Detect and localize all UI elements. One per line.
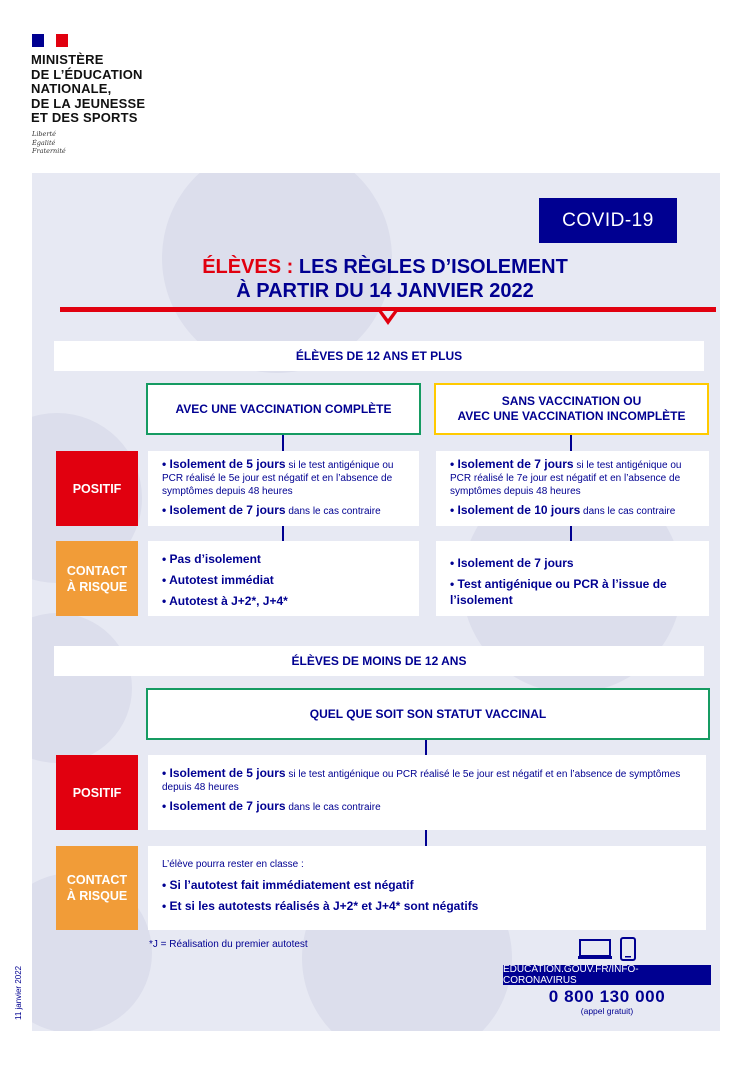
hotline-note: (appel gratuit) bbox=[580, 1006, 634, 1016]
connector-line bbox=[282, 526, 284, 541]
column-header-vaccinated: AVEC UNE VACCINATION COMPLÈTE bbox=[146, 383, 421, 435]
unvaccinated-positif-card bbox=[436, 451, 709, 526]
under12-positif-card bbox=[148, 755, 706, 830]
column-header-unvaccinated: SANS VACCINATION OU AVEC UNE VACCINATION INCOMPLÈTE bbox=[434, 383, 709, 435]
contact-intro: L’élève pourra rester en classe : bbox=[162, 859, 304, 870]
contact-label: CONTACT À RISQUE bbox=[56, 541, 138, 616]
section-heading-12-plus: ÉLÈVES DE 12 ANS ET PLUS bbox=[54, 341, 704, 371]
ministry-name: MINISTÈRE DE L’ÉDUCATION NATIONALE, DE LA JEUNESSE ET DES SPORTS bbox=[31, 52, 146, 126]
section-heading-under-12: ÉLÈVES DE MOINS DE 12 ANS bbox=[54, 646, 704, 676]
connector-line bbox=[425, 830, 427, 846]
title-line2: À PARTIR DU 14 JANVIER 2022 bbox=[236, 280, 534, 302]
publication-date: 11 janvier 2022 bbox=[14, 965, 23, 1020]
list-item: • Pas d’isolement bbox=[162, 551, 405, 567]
page-title bbox=[120, 255, 650, 303]
under12-contact-card bbox=[148, 846, 706, 930]
connector-line bbox=[570, 435, 572, 451]
laptop-phone-icon bbox=[578, 937, 638, 961]
list-item: • Test antigénique ou PCR à l’issue de l’isolement bbox=[450, 576, 695, 608]
positif-label: POSITIF bbox=[56, 755, 138, 830]
republic-motto: Liberté Égalité Fraternité bbox=[32, 130, 66, 155]
virus-decoration-icon bbox=[32, 613, 132, 763]
list-item: • Isolement de 7 jours dans le cas contraire bbox=[162, 504, 405, 518]
republic-flag-logo bbox=[32, 34, 68, 47]
contact-label: CONTACT À RISQUE bbox=[56, 846, 138, 930]
list-item: • Autotest à J+2*, J+4* bbox=[162, 593, 405, 609]
connector-line bbox=[570, 526, 572, 541]
vaccinated-positif-card bbox=[148, 451, 419, 526]
list-item: • Isolement de 5 jours si le test antigénique ou PCR réalisé le 5e jour est négatif et en l’absence de symptômes depuis 48 heures bbox=[162, 767, 692, 794]
covid-badge: COVID-19 bbox=[539, 198, 677, 243]
info-website-link[interactable]: EDUCATION.GOUV.FR/INFO-CORONAVIRUS bbox=[503, 965, 711, 985]
connector-line bbox=[425, 740, 427, 755]
list-item: • Isolement de 7 jours dans le cas contraire bbox=[162, 800, 692, 814]
list-item: • Isolement de 10 jours dans le cas contraire bbox=[450, 504, 695, 518]
title-highlight: ÉLÈVES : bbox=[202, 256, 294, 278]
vaccine-status-header: QUEL QUE SOIT SON STATUT VACCINAL bbox=[146, 688, 710, 740]
positif-label: POSITIF bbox=[56, 451, 138, 526]
unvaccinated-contact-card bbox=[436, 541, 709, 616]
title-line1: LES RÈGLES D’ISOLEMENT bbox=[293, 256, 568, 278]
list-item: • Isolement de 7 jours si le test antigénique ou PCR réalisé le 7e jour est négatif et en l’absence de symptômes depuis 48 heures bbox=[450, 458, 695, 498]
list-item: • Si l’autotest fait immédiatement est négatif bbox=[162, 877, 692, 893]
divider-chevron-icon bbox=[378, 311, 398, 325]
footnote: *J = Réalisation du premier autotest bbox=[149, 939, 308, 950]
list-item: • Et si les autotests réalisés à J+2* et J+4* sont négatifs bbox=[162, 898, 692, 914]
vaccinated-contact-card bbox=[148, 541, 419, 616]
list-item: • Isolement de 5 jours si le test antigénique ou PCR réalisé le 5e jour est négatif et en l’absence de symptômes depuis 48 heures bbox=[162, 458, 405, 498]
list-item: • Autotest immédiat bbox=[162, 572, 405, 588]
list-item: • Isolement de 7 jours bbox=[450, 555, 695, 571]
connector-line bbox=[282, 435, 284, 451]
hotline-number: 0 800 130 000 bbox=[548, 987, 666, 1006]
